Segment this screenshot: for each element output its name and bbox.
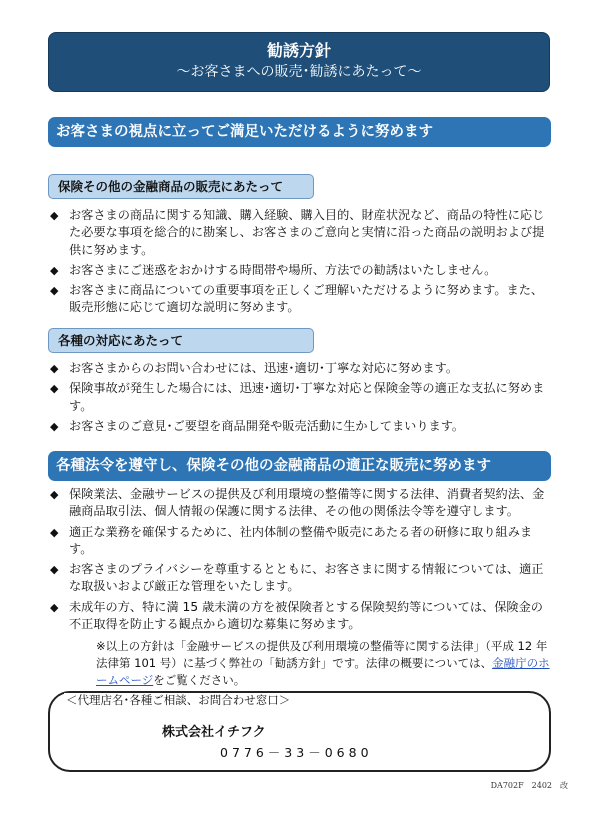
agency-name: 株式会社イチフク xyxy=(162,725,266,740)
diamond-bullet-icon: ◆ xyxy=(50,382,59,396)
diamond-bullet-icon: ◆ xyxy=(50,525,59,539)
diamond-bullet-icon: ◆ xyxy=(50,563,59,577)
compliance-policy-list xyxy=(48,486,552,636)
response-policy-list xyxy=(48,360,552,438)
fsa-homepage-link[interactable]: 金融庁のホームページ xyxy=(96,656,550,687)
agency-phone: 0776－33－0680 xyxy=(220,745,373,760)
legal-basis-note: ※以上の方針は「金融サービスの提供及び利用環境の整備等に関する法律」（平成 12 年法律第 101 号）に基づく弊社の「勧誘方針」です。法律の概要については、金融庁のホームページをご覧ください。 xyxy=(96,639,550,687)
diamond-bullet-icon: ◆ xyxy=(50,488,59,501)
list-item: ◆ 保険業法、金融サービスの提供及び利用環境の整備等に関する法律、消費者契約法、金融商品取引法、個人情報の保護に関する法律、その他の関係法令等を遵守します。 xyxy=(50,487,545,519)
sales-policy-list xyxy=(48,207,552,320)
list-item: ◆ お客さまにご迷惑をおかけする時間帯や場所、方法での勧誘はいたしません。 xyxy=(48,262,552,279)
list-item: ◆ 未成年の方、特に満 15 歳未満の方を被保険者とする保険契約等については、保険金の不正取得を防止する観点から適切な募集に努めます。 xyxy=(50,599,543,632)
diamond-bullet-icon: ◆ xyxy=(50,263,59,277)
section-heading-customer-view: お客さまの視点に立ってご満足いただけるように努めます xyxy=(48,117,551,147)
page-title: 勧誘方針 xyxy=(266,41,331,60)
diamond-bullet-icon: ◆ xyxy=(50,419,59,433)
list-item: ◆ お客さまのプライバシーを尊重するとともに、お客さまに関する情報については、適正な取扱いおよび厳正な管理をいたします。 xyxy=(50,562,544,594)
list-item: ◆ お客さまの商品に関する知識、購入経験、購入目的、財産状況など、商品の特性に応じた必要な事項を総合的に勘案し、お客さまのご意向と実情に沿った商品の説明および提供に努めます。 xyxy=(50,208,545,257)
page-subtitle: ～お客さまへの販売･勧誘にあたって～ xyxy=(176,64,422,80)
diamond-bullet-icon: ◆ xyxy=(50,209,59,222)
subsection-heading-response: 各種の対応にあたって xyxy=(48,328,314,353)
diamond-bullet-icon: ◆ xyxy=(50,362,59,375)
subsection-heading-sales: 保険その他の金融商品の販売にあたって xyxy=(48,174,314,199)
contact-label: ＜代理店名･各種ご相談、お問合わせ窓口＞ xyxy=(66,693,291,707)
list-item: ◆ お客さまのご意見･ご要望を商品開発や販売活動に生かしてまいります。 xyxy=(48,418,552,435)
list-item: ◆ 適正な業務を確保するために、社内体制の整備や販売にあたる者の研修に取り組みます。 xyxy=(50,524,533,556)
diamond-bullet-icon: ◆ xyxy=(50,600,59,614)
list-item: ◆ 保険事故が発生した場合には、迅速･適切･丁寧な対応と保険金等の適正な支払に努めます。 xyxy=(50,381,545,413)
list-item: ◆ お客さまからのお問い合わせには、迅速･適切･丁寧な対応に努めます。 xyxy=(48,360,552,377)
policy-title-box xyxy=(48,32,550,92)
section-heading-compliance: 各種法令を遵守し、保険その他の金融商品の適正な販売に努めます xyxy=(48,451,551,481)
diamond-bullet-icon: ◆ xyxy=(50,284,59,298)
document-code: DA702F 2402 改 xyxy=(490,781,568,790)
list-item: ◆ お客さまに商品についての重要事項を正しくご理解いただけるように努めます。また、販売形態に応じて適切な説明に努めます。 xyxy=(50,283,544,315)
